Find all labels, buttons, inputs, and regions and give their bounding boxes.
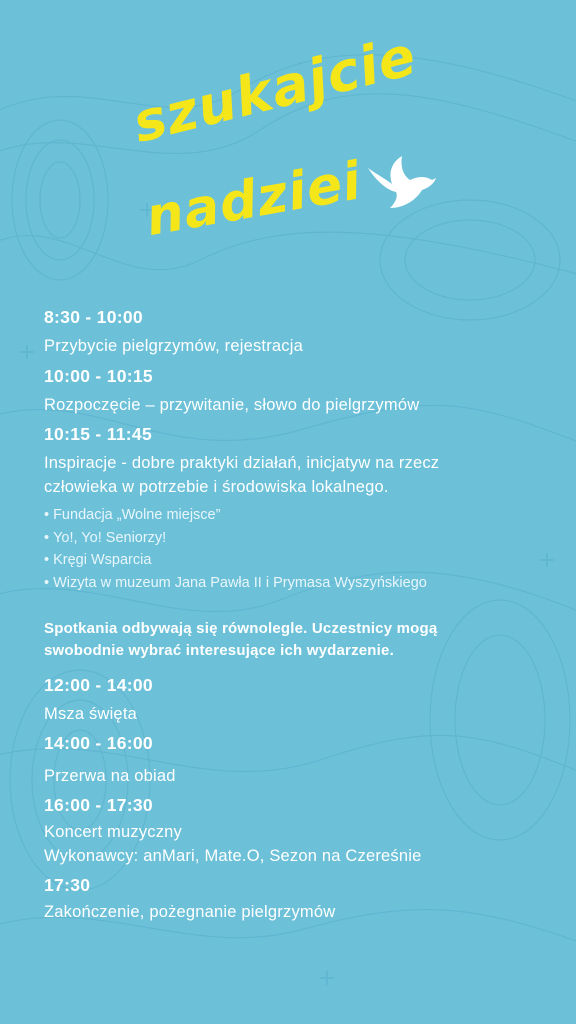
agenda-time: 8:30 - 10:00	[44, 307, 143, 327]
agenda-desc: Przybycie pielgrzymów, rejestracja	[44, 337, 303, 355]
agenda-time: 10:00 - 10:15	[44, 366, 153, 386]
agenda-item	[44, 674, 153, 726]
agenda-item	[44, 732, 176, 788]
workshop-list	[44, 504, 427, 594]
agenda-desc: Msza święta	[44, 705, 137, 723]
list-item: • Yo!, Yo! Seniorzy!	[44, 529, 167, 546]
agenda-item	[44, 365, 419, 417]
agenda-time: 14:00 - 16:00	[44, 733, 153, 753]
agenda-desc: człowieka w potrzebie i środowiska lokalnego.	[44, 478, 389, 496]
list-item: • Fundacja „Wolne miejsce”	[44, 507, 221, 523]
agenda-item	[44, 794, 422, 868]
agenda-item	[44, 306, 303, 358]
list-item: • Kręgi Wsparcia	[44, 552, 152, 568]
agenda-time: 10:15 - 11:45	[44, 424, 153, 444]
agenda-desc: Rozpoczęcie – przywitanie, słowo do pielgrzymów	[44, 396, 420, 414]
agenda-item	[44, 874, 335, 924]
agenda-desc: Koncert muzyczny	[44, 823, 182, 841]
list-item: • Wizyta w muzeum Jana Pawła II i Prymasa Wyszyńskiego	[44, 574, 427, 591]
agenda-desc: Zakończenie, pożegnanie pielgrzymów	[44, 903, 336, 921]
event-logo	[126, 23, 450, 270]
parallel-note: Spotkania odbywają się równolegle. Uczestnicy mogą swobodnie wybrać interesujące ich wydarzenie.	[44, 620, 438, 659]
agenda-desc: Przerwa na obiad	[44, 767, 176, 785]
agenda-time: 16:00 - 17:30	[44, 795, 153, 815]
agenda-item	[44, 423, 439, 499]
logo-line-2: nadziei	[141, 151, 367, 248]
logo-line-1: szukajcie	[126, 23, 423, 155]
agenda-desc: Wykonawcy: anMari, Mate.O, Sezon na Czereśnie	[44, 847, 422, 865]
agenda-time: 17:30	[44, 875, 91, 895]
agenda-desc: Inspiracje - dobre praktyki działań, inicjatyw na rzecz	[44, 454, 440, 472]
agenda-time: 12:00 - 14:00	[44, 675, 153, 695]
dove-icon	[366, 154, 438, 212]
